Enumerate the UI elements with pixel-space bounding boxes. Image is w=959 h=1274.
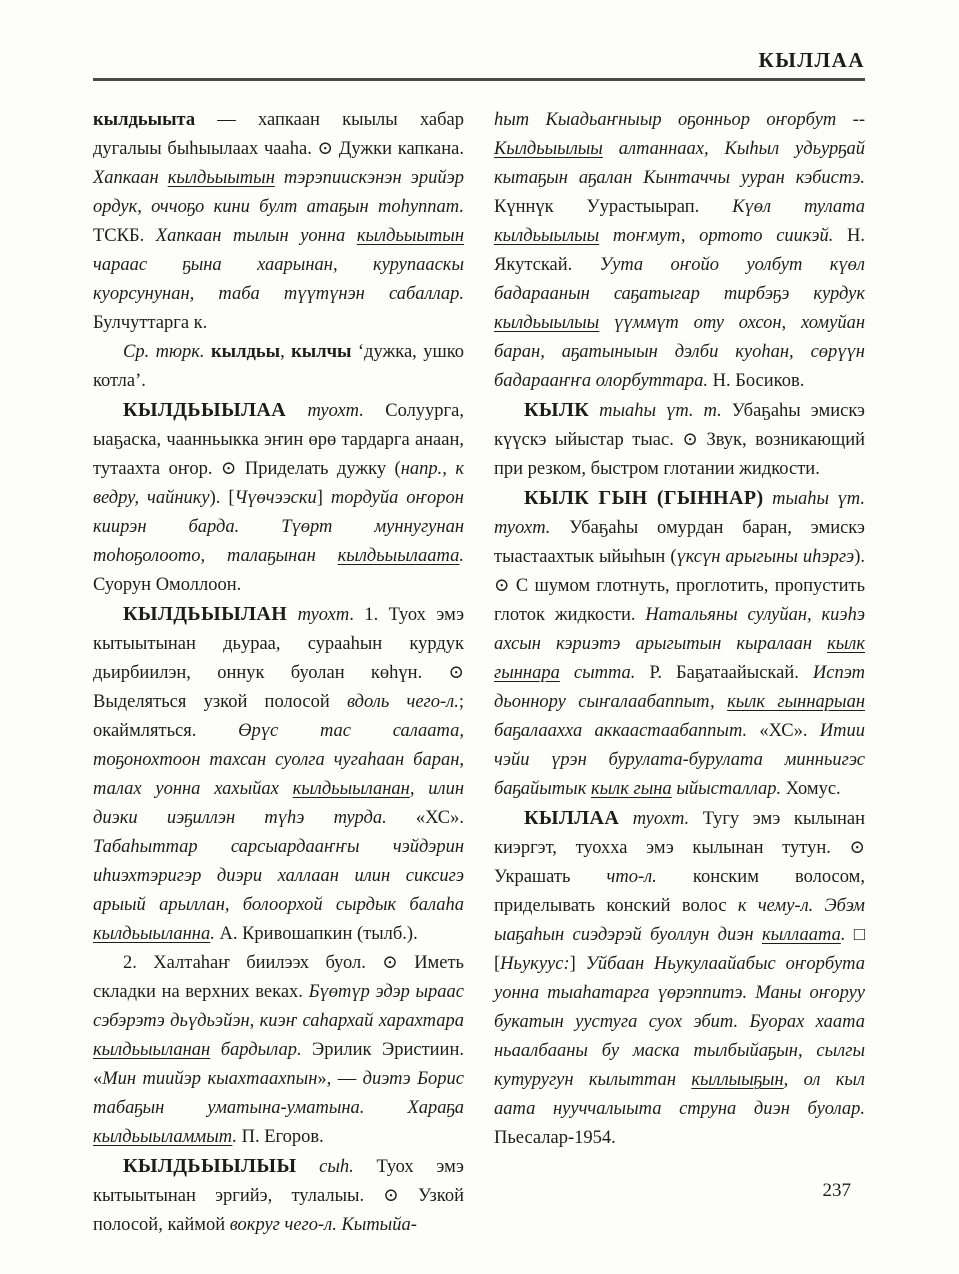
text-run: . [459, 546, 464, 566]
text-run: . [840, 925, 854, 945]
text-run: Н. Босиков. [707, 371, 805, 391]
text-run: Солуурга, ыаҕаска, чаанньыкка эҥин өрө тардарга анаан, тутаахта оҥор. ⊙ Приделать дужку ( [93, 401, 464, 479]
running-head: КЫЛЛАА [758, 48, 865, 72]
text-run: 2. Халтаһаҥ биилээх буол. ⊙ Иметь складки на верхних веках. [93, 953, 464, 1002]
text-run: кылдьыыламмыт [93, 1127, 233, 1147]
text-run: , [280, 342, 292, 362]
text-run: Н. Якутскай. [494, 226, 865, 275]
text-run: тыаһы үт. т. [589, 401, 722, 421]
text-run: ; окаймляться. [93, 692, 465, 741]
dictionary-paragraph [494, 804, 865, 1153]
text-run: вокруг чего-л. [229, 1215, 342, 1235]
text-run: □ [ [494, 925, 865, 974]
text-run: туохт [287, 605, 350, 625]
text-run: вдоль чего-л. [346, 692, 459, 712]
text-run: Убаҕаһы омурдан баран, эмискэ тыастаахтык ыйыһын ( [494, 518, 865, 567]
entry-headword: КЫЛДЬЫЫЛАН [123, 603, 288, 625]
entry-headword: КЫЛЛАА [524, 807, 620, 829]
text-run: конским волосом, приделывать конский волос [494, 867, 865, 916]
text-run: сыһ. [296, 1157, 354, 1177]
text-run: бардылар. [210, 1040, 302, 1060]
left-column [93, 106, 464, 1240]
text-run: Пьесалар-1954. [494, 1128, 616, 1148]
text-run: Бүөтүр эдэр ыраас сэбэрэтэ дьүдьэйэн, киэҥ саһархай харахтара [93, 982, 464, 1031]
text-run: тоҥмут, ортото сиикэй. [599, 226, 834, 246]
text-run: , ол кыл аата нууччалыыта струна диэн буолар. [494, 1070, 865, 1119]
text-run: кылк гыннарыан [727, 692, 865, 712]
entry-headword: КЫЛДЬЫЫЛЫЫ [123, 1155, 297, 1177]
dictionary-paragraph [93, 600, 464, 949]
text-run: тыаһы үт. туохт. [494, 489, 865, 538]
text-run: Кылдьыылыы [494, 139, 603, 159]
text-run: напр., к ведру, чайнику [93, 459, 464, 508]
text-run: Уута оҥойо уолбут күөл бадараанын саҕатыгар тирбэҕэ курдук [494, 255, 865, 304]
dictionary-paragraph [494, 106, 865, 396]
text-run: сытта. [559, 663, 636, 683]
text-run: Күөл тулата [732, 197, 865, 217]
text-columns [93, 106, 866, 1240]
text-run: Булчуттарга к. [93, 313, 208, 333]
text-run: кылдьыылыы [494, 226, 600, 246]
text-run: туохт. [619, 809, 690, 829]
text-run: алтаннаах, Кыһыл удьурҕай кытаҕын аҕалан Кынтаччы ууран кэбистэ. [494, 139, 865, 188]
page-number: 237 [822, 1180, 851, 1201]
text-run: Итии чэйи үрэн бурулата-бурулата минньигэс баҕайытык [494, 721, 865, 799]
text-run: «ХС». [747, 721, 820, 741]
text-run: что-л. [606, 867, 657, 887]
entry-headword: кылдьы [210, 342, 281, 362]
text-run: . 1. Туох эмэ кытыытынан дьураа, сурааһын курдук дьирбиилэн, оннук буолан көһүн. ⊙ Выделяться узкой полосой [93, 605, 465, 712]
text-run: Уйбаан Ньукулаайабыс оҥорбута уонна тыаһатарга үөрэппитэ. Маны оҥоруу букатын уустуга суох эбит. Буорах хаата ньаалбааны бу маска тылбыйаҕын, сылгы кутуругун кылыттан [494, 954, 865, 1090]
entry-headword: кылдьыыта [93, 110, 196, 130]
text-run: Ср. тюрк. [123, 342, 211, 362]
dictionary-paragraph [494, 396, 865, 484]
text-run: кылдьыыланан [292, 779, 410, 799]
text-run: . [232, 1127, 237, 1147]
text-run: Убаҕаһы эмискэ күүскэ ыйыстар тыас. ⊙ Звук, возникающий при резком, быстром глотании жидкости. [494, 401, 866, 479]
dictionary-paragraph [93, 396, 464, 600]
text-run: Табаһыттар сарсыардааҥҥы чэйдэрин иһиэхтэригэр диэри халлаан илин сиксигэ арыый арыллан, болоорхой сырдык балаһа [93, 837, 464, 915]
text-run: Кытыйа- [341, 1215, 417, 1235]
text-run: кылк гыннара [494, 634, 865, 683]
text-run: — хапкаан кыылы хабар дугалыы быһыылаах чааһа. ⊙ Дужки капкана. [93, 110, 464, 159]
entry-headword: КЫЛК ГЫН (ГЫННАР) [524, 487, 764, 509]
text-run: . [210, 924, 215, 944]
text-run: Хапкаан [93, 168, 168, 188]
text-run: тэрэпиискэнэн эрийэр ордук, оччоҕо кини булт атаҕын тоһуппат. [93, 168, 464, 217]
text-run: кылдьыылаата [337, 546, 460, 566]
text-run: туохт. [286, 401, 364, 421]
header-rule-divider [93, 78, 865, 81]
text-run: Испэт дьоннору сыҥалаабаппыт, [494, 663, 865, 712]
text-run: Ньукуус: [500, 954, 570, 974]
text-run: А. Кривошапкин (тылб.). [214, 924, 418, 944]
text-run: Өрүс тас салаата, тоҕонохтоон тахсан суолга чугаһаан баран, талах уонна хахыйах [93, 721, 464, 799]
text-run: кылк гына [590, 779, 672, 799]
text-run: кылдьыыланан [93, 1040, 211, 1060]
text-run: П. Егоров. [236, 1127, 324, 1147]
text-run: һыт Кыадьаҥныыр оҕонньор оҥорбут -- [494, 110, 865, 130]
text-run: үүммүт оту охсон, хомуйан баран, аҕатыныын дэлби куоһан, сөрүүн бадарааҥҥа олорбуттара. [494, 313, 865, 391]
text-run: Суорун Омоллоон. [93, 575, 242, 595]
dictionary-paragraph [93, 1152, 464, 1240]
dictionary-paragraph [93, 338, 464, 396]
text-run: Хапкаан тылын уонна [155, 226, 357, 246]
text-run: диэтэ Борис табаҕын уматына-уматына. Хараҕа [93, 1069, 464, 1118]
text-run: , илин диэки иэҕиллэн түһэ турда. [93, 779, 464, 828]
text-run: Натальяны сулуйан, киэһэ ахсын кэриэтэ арыгытын кыралаан [494, 605, 865, 654]
dictionary-paragraph [494, 484, 865, 804]
text-run: кылдьыытын [356, 226, 464, 246]
entry-headword: кылчы [291, 342, 352, 362]
text-run: Тугу эмэ кылынан киэргэт, туохха эмэ кылынан тутун. ⊙ Украшать [494, 809, 865, 887]
text-run: ыйысталлар. [671, 779, 782, 799]
text-run: баҕалаахха аккаастаабаппыт. [494, 721, 748, 741]
right-column [494, 106, 865, 1240]
text-run: », — [317, 1069, 363, 1089]
text-run: ). [ [209, 488, 235, 508]
text-run: үксүн арыгыны иһэргэ [676, 547, 855, 567]
text-run: кыллаата [761, 925, 841, 945]
text-run: к чему-л. Эбэм ыаҕаһын сиэдэрэй буоллун диэн [494, 896, 865, 945]
text-run: Эрилик Эристиин. « [93, 1040, 464, 1089]
text-run: Хомус. [781, 779, 841, 799]
entry-headword: КЫЛК [524, 399, 590, 421]
text-run: кылдьыыланна [93, 924, 211, 944]
text-run: «ХС». [386, 808, 465, 828]
text-run: ). ⊙ С шумом глотнуть, проглотить, пропустить глоток жидкости. [494, 547, 865, 625]
entry-headword: КЫЛДЬЫЫЛАА [123, 399, 287, 421]
text-run: кылдьыытын [167, 168, 275, 188]
text-run: кыллыыҕын [691, 1070, 784, 1090]
dictionary-paragraph [93, 949, 464, 1152]
text-run: Туох эмэ кытыытынан эргийэ, тулалыы. ⊙ Узкой полосой, каймой [93, 1157, 464, 1235]
text-run: тордуйа оҥорон киирэн барда. Түөрт муннугунан тоһоҕолоото, талаҕынан [93, 488, 464, 566]
text-run: Мин тиийэр кыахтаахпын [102, 1069, 318, 1089]
text-run: чараас ҕына хаарынан, курупааскы куорсунунан, таба түүтүнэн сабаллар. [93, 255, 464, 304]
dictionary-paragraph [93, 106, 464, 338]
text-run: ТСКБ. [93, 226, 156, 246]
text-run: Чүөчээски [234, 488, 317, 508]
text-run: ‘дужка, ушко котла’. [93, 342, 465, 391]
text-run: Р. Баҕатаайыскай. [635, 663, 813, 683]
text-run: Күннүк Уурастыырап. [494, 197, 733, 217]
text-run: кылдьыылыы [494, 313, 600, 333]
text-run: ] [569, 954, 586, 974]
text-run: ] [316, 488, 331, 508]
